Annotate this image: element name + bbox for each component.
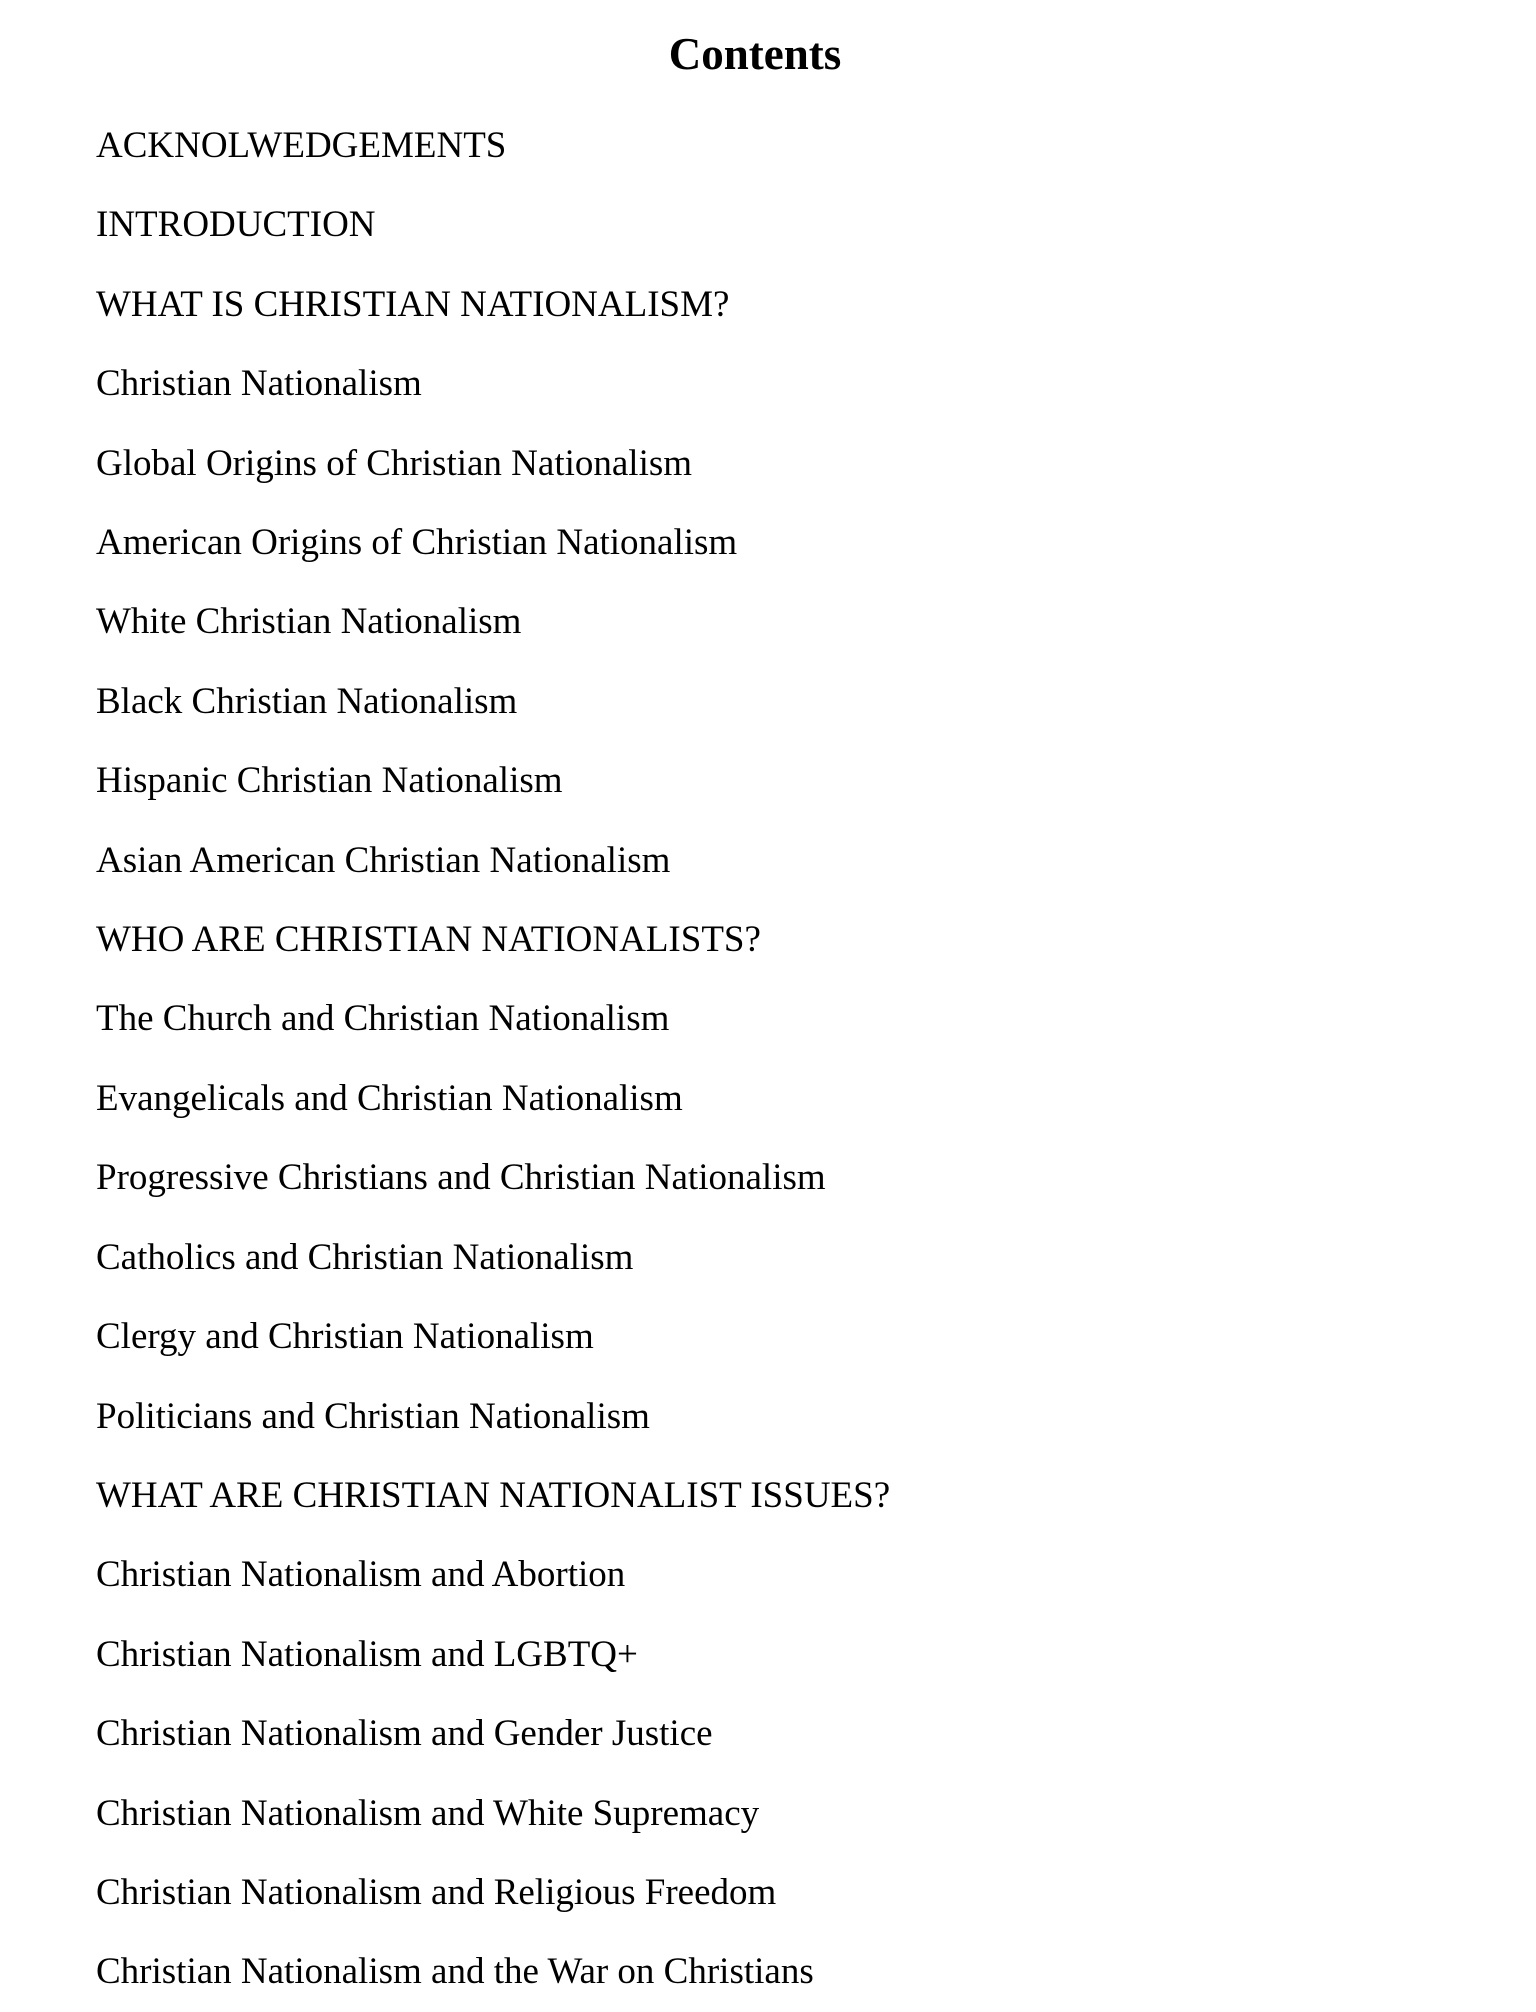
toc-entry-religious-freedom[interactable]: Christian Nationalism and Religious Freedom (96, 1871, 777, 1913)
toc-entry-black-christian-nationalism[interactable]: Black Christian Nationalism (96, 680, 518, 722)
toc-entry-introduction[interactable]: INTRODUCTION (96, 204, 376, 246)
toc-entry-evangelicals[interactable]: Evangelicals and Christian Nationalism (96, 1077, 683, 1119)
toc-entry-abortion[interactable]: Christian Nationalism and Abortion (96, 1554, 626, 1596)
toc-entry-progressive-christians[interactable]: Progressive Christians and Christian Nationalism (96, 1157, 826, 1199)
toc-entry-catholics[interactable]: Catholics and Christian Nationalism (96, 1236, 634, 1278)
toc-entry-global-origins[interactable]: Global Origins of Christian Nationalism (96, 442, 693, 484)
toc-entry-gender-justice[interactable]: Christian Nationalism and Gender Justice (96, 1713, 713, 1755)
toc-entry-church[interactable]: The Church and Christian Nationalism (96, 998, 670, 1040)
contents-title: Contents (668, 29, 842, 79)
toc-entry-war-on-christians[interactable]: Christian Nationalism and the War on Christians (96, 1951, 814, 1993)
toc-entry-white-supremacy[interactable]: Christian Nationalism and White Supremacy (96, 1792, 760, 1834)
toc-entry-lgbtq[interactable]: Christian Nationalism and LGBTQ+ (96, 1633, 638, 1675)
toc-entry-christian-nationalism[interactable]: Christian Nationalism (96, 363, 422, 405)
toc-entry-hispanic-christian-nationalism[interactable]: Hispanic Christian Nationalism (96, 760, 563, 802)
toc-entry-what-is-christian-nationalism[interactable]: WHAT IS CHRISTIAN NATIONALISM? (96, 283, 730, 325)
toc-entry-american-origins[interactable]: American Origins of Christian Nationalism (96, 522, 738, 564)
toc-entry-politicians[interactable]: Politicians and Christian Nationalism (96, 1395, 650, 1437)
toc-entry-clergy[interactable]: Clergy and Christian Nationalism (96, 1316, 594, 1358)
table-of-contents (96, 106, 890, 2012)
toc-entry-acknowledgements[interactable]: ACKNOLWEDGEMENTS (96, 125, 507, 166)
toc-entry-asian-american-christian-nationalism[interactable]: Asian American Christian Nationalism (96, 839, 671, 881)
toc-entry-white-christian-nationalism[interactable]: White Christian Nationalism (96, 601, 522, 643)
toc-entry-what-are-christian-nationalist-issues[interactable]: WHAT ARE CHRISTIAN NATIONALIST ISSUES? (96, 1474, 891, 1516)
toc-entry-who-are-christian-nationalists[interactable]: WHO ARE CHRISTIAN NATIONALISTS? (96, 919, 761, 961)
